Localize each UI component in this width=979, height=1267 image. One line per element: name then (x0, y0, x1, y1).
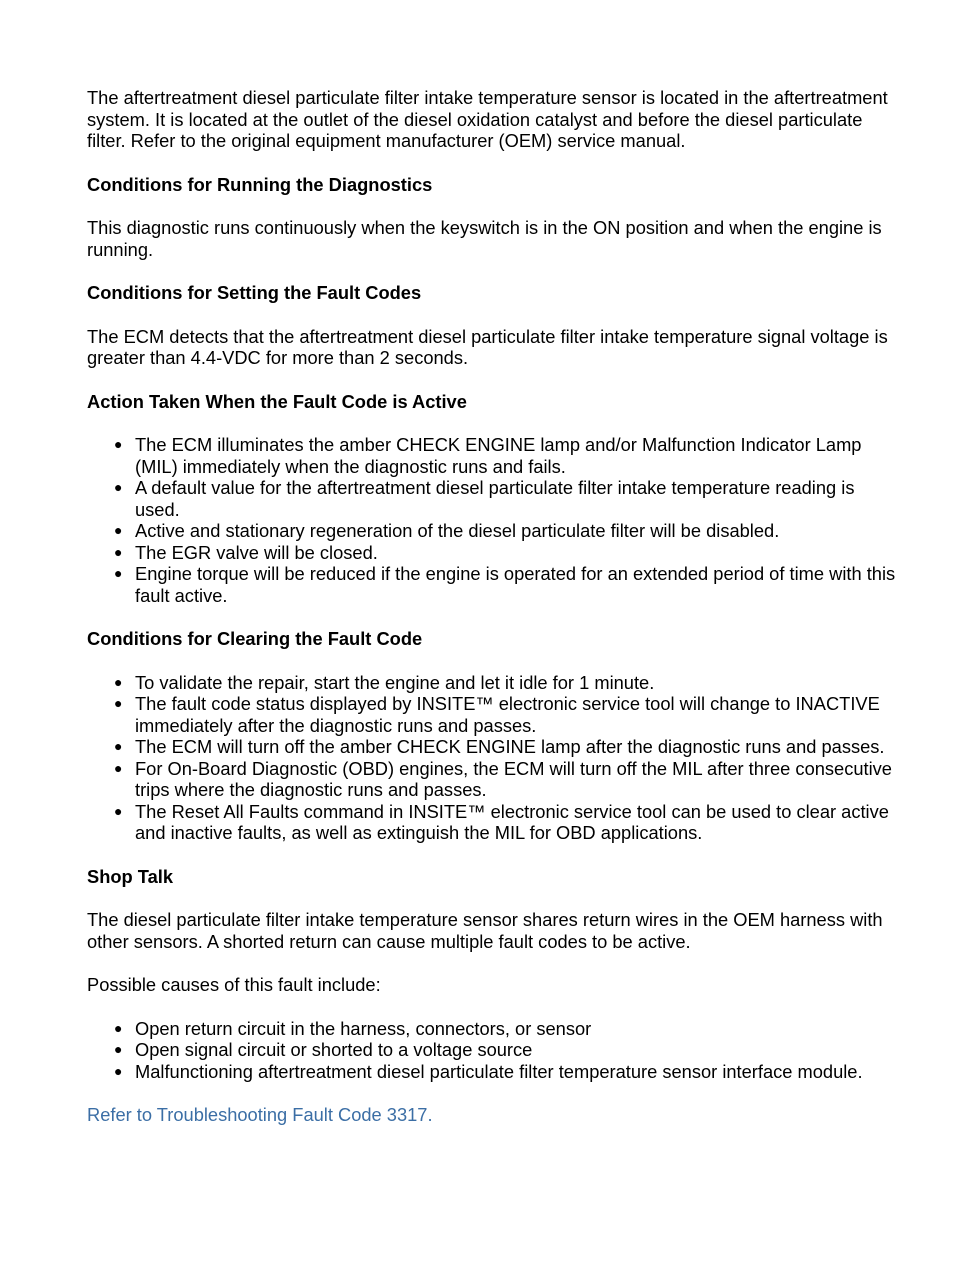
bullet-icon: ● (114, 565, 123, 581)
setting-paragraph: The ECM detects that the aftertreatment diesel particulate filter intake temperature signal voltage is greater than 4.4-VDC for more than 2 seconds. (87, 325, 888, 368)
list-item-text: The fault code status displayed by INSITE™ electronic service tool will change to INACTIVE immediately after the diagnostic runs and passes. (135, 693, 880, 736)
list-item-text: A default value for the aftertreatment diesel particulate filter intake temperature reading is used. (135, 477, 855, 520)
action-heading: Action Taken When the Fault Code is Active (87, 390, 467, 412)
shop-talk-paragraph: The diesel particulate filter intake temperature sensor shares return wires in the OEM harness with other sensors. A shorted return can cause multiple fault codes to be active. (87, 909, 883, 952)
bullet-icon: ● (114, 1019, 123, 1036)
causes-list (87, 1018, 899, 1083)
list-item (87, 801, 899, 844)
list-item (87, 736, 899, 758)
bullet-icon: ● (114, 479, 123, 495)
bullet-icon: ● (114, 436, 123, 452)
list-item (87, 542, 899, 564)
list-item (87, 1061, 899, 1083)
clearing-heading: Conditions for Clearing the Fault Code (87, 628, 423, 649)
troubleshooting-link[interactable]: Refer to Troubleshooting Fault Code 3317. (87, 1104, 433, 1125)
list-item (87, 758, 899, 801)
list-item-text: Open signal circuit or shorted to a voltage source (135, 1039, 533, 1060)
list-item (87, 434, 899, 477)
intro-paragraph: The aftertreatment diesel particulate filter intake temperature sensor is located in the aftertreatment system. It is located at the outlet of the diesel oxidation catalyst and before the diesel particulate filter. Refer to the original equipment manufacturer (OEM) service manual. (87, 87, 888, 151)
bullet-icon: ● (114, 1041, 123, 1057)
list-item-text: Engine torque will be reduced if the engine is operated for an extended period of time with this fault active. (135, 563, 896, 606)
list-item (87, 672, 899, 694)
list-item-text: Open return circuit in the harness, connectors, or sensor (135, 1017, 592, 1039)
document-page (87, 87, 899, 1126)
list-item-text: For On-Board Diagnostic (OBD) engines, the ECM will turn off the MIL after three consecutive trips where the diagnostic runs and passes. (135, 757, 892, 800)
bullet-icon: ● (114, 522, 123, 538)
bullet-icon: ● (114, 1062, 123, 1079)
setting-heading: Conditions for Setting the Fault Codes (87, 282, 422, 303)
list-item (87, 1018, 899, 1040)
causes-intro: Possible causes of this fault include: (87, 974, 381, 995)
bullet-icon: ● (114, 673, 123, 690)
bullet-icon: ● (114, 802, 123, 819)
list-item (87, 563, 899, 606)
list-item-text: The ECM will turn off the amber CHECK ENGINE lamp after the diagnostic runs and passes. (135, 736, 885, 757)
shop-talk-heading: Shop Talk (87, 865, 173, 887)
list-item (87, 1039, 899, 1061)
bullet-icon: ● (114, 695, 123, 711)
list-item-text: Malfunctioning aftertreatment diesel particulate filter temperature sensor interface module. (135, 1060, 863, 1082)
list-item (87, 477, 899, 520)
running-paragraph: This diagnostic runs continuously when the keyswitch is in the ON position and when the engine is running. (87, 217, 882, 260)
bullet-icon: ● (114, 543, 123, 560)
action-list (87, 434, 899, 606)
list-item (87, 520, 899, 542)
list-item-text: The Reset All Faults command in INSITE™ electronic service tool can be used to clear active and inactive faults, as well as extinguish the MIL for OBD applications. (135, 800, 889, 843)
list-item-text: Active and stationary regeneration of the diesel particulate filter will be disabled. (135, 520, 780, 541)
list-item-text: The EGR valve will be closed. (135, 541, 378, 563)
running-heading: Conditions for Running the Diagnostics (87, 173, 433, 195)
list-item-text: To validate the repair, start the engine and let it idle for 1 minute. (135, 671, 655, 693)
bullet-icon: ● (114, 759, 123, 776)
list-item-text: The ECM illuminates the amber CHECK ENGINE lamp and/or Malfunction Indicator Lamp (MIL) immediately when the diagnostic runs and fails. (135, 434, 862, 477)
list-item (87, 693, 899, 736)
clearing-list (87, 672, 899, 844)
bullet-icon: ● (114, 738, 123, 754)
